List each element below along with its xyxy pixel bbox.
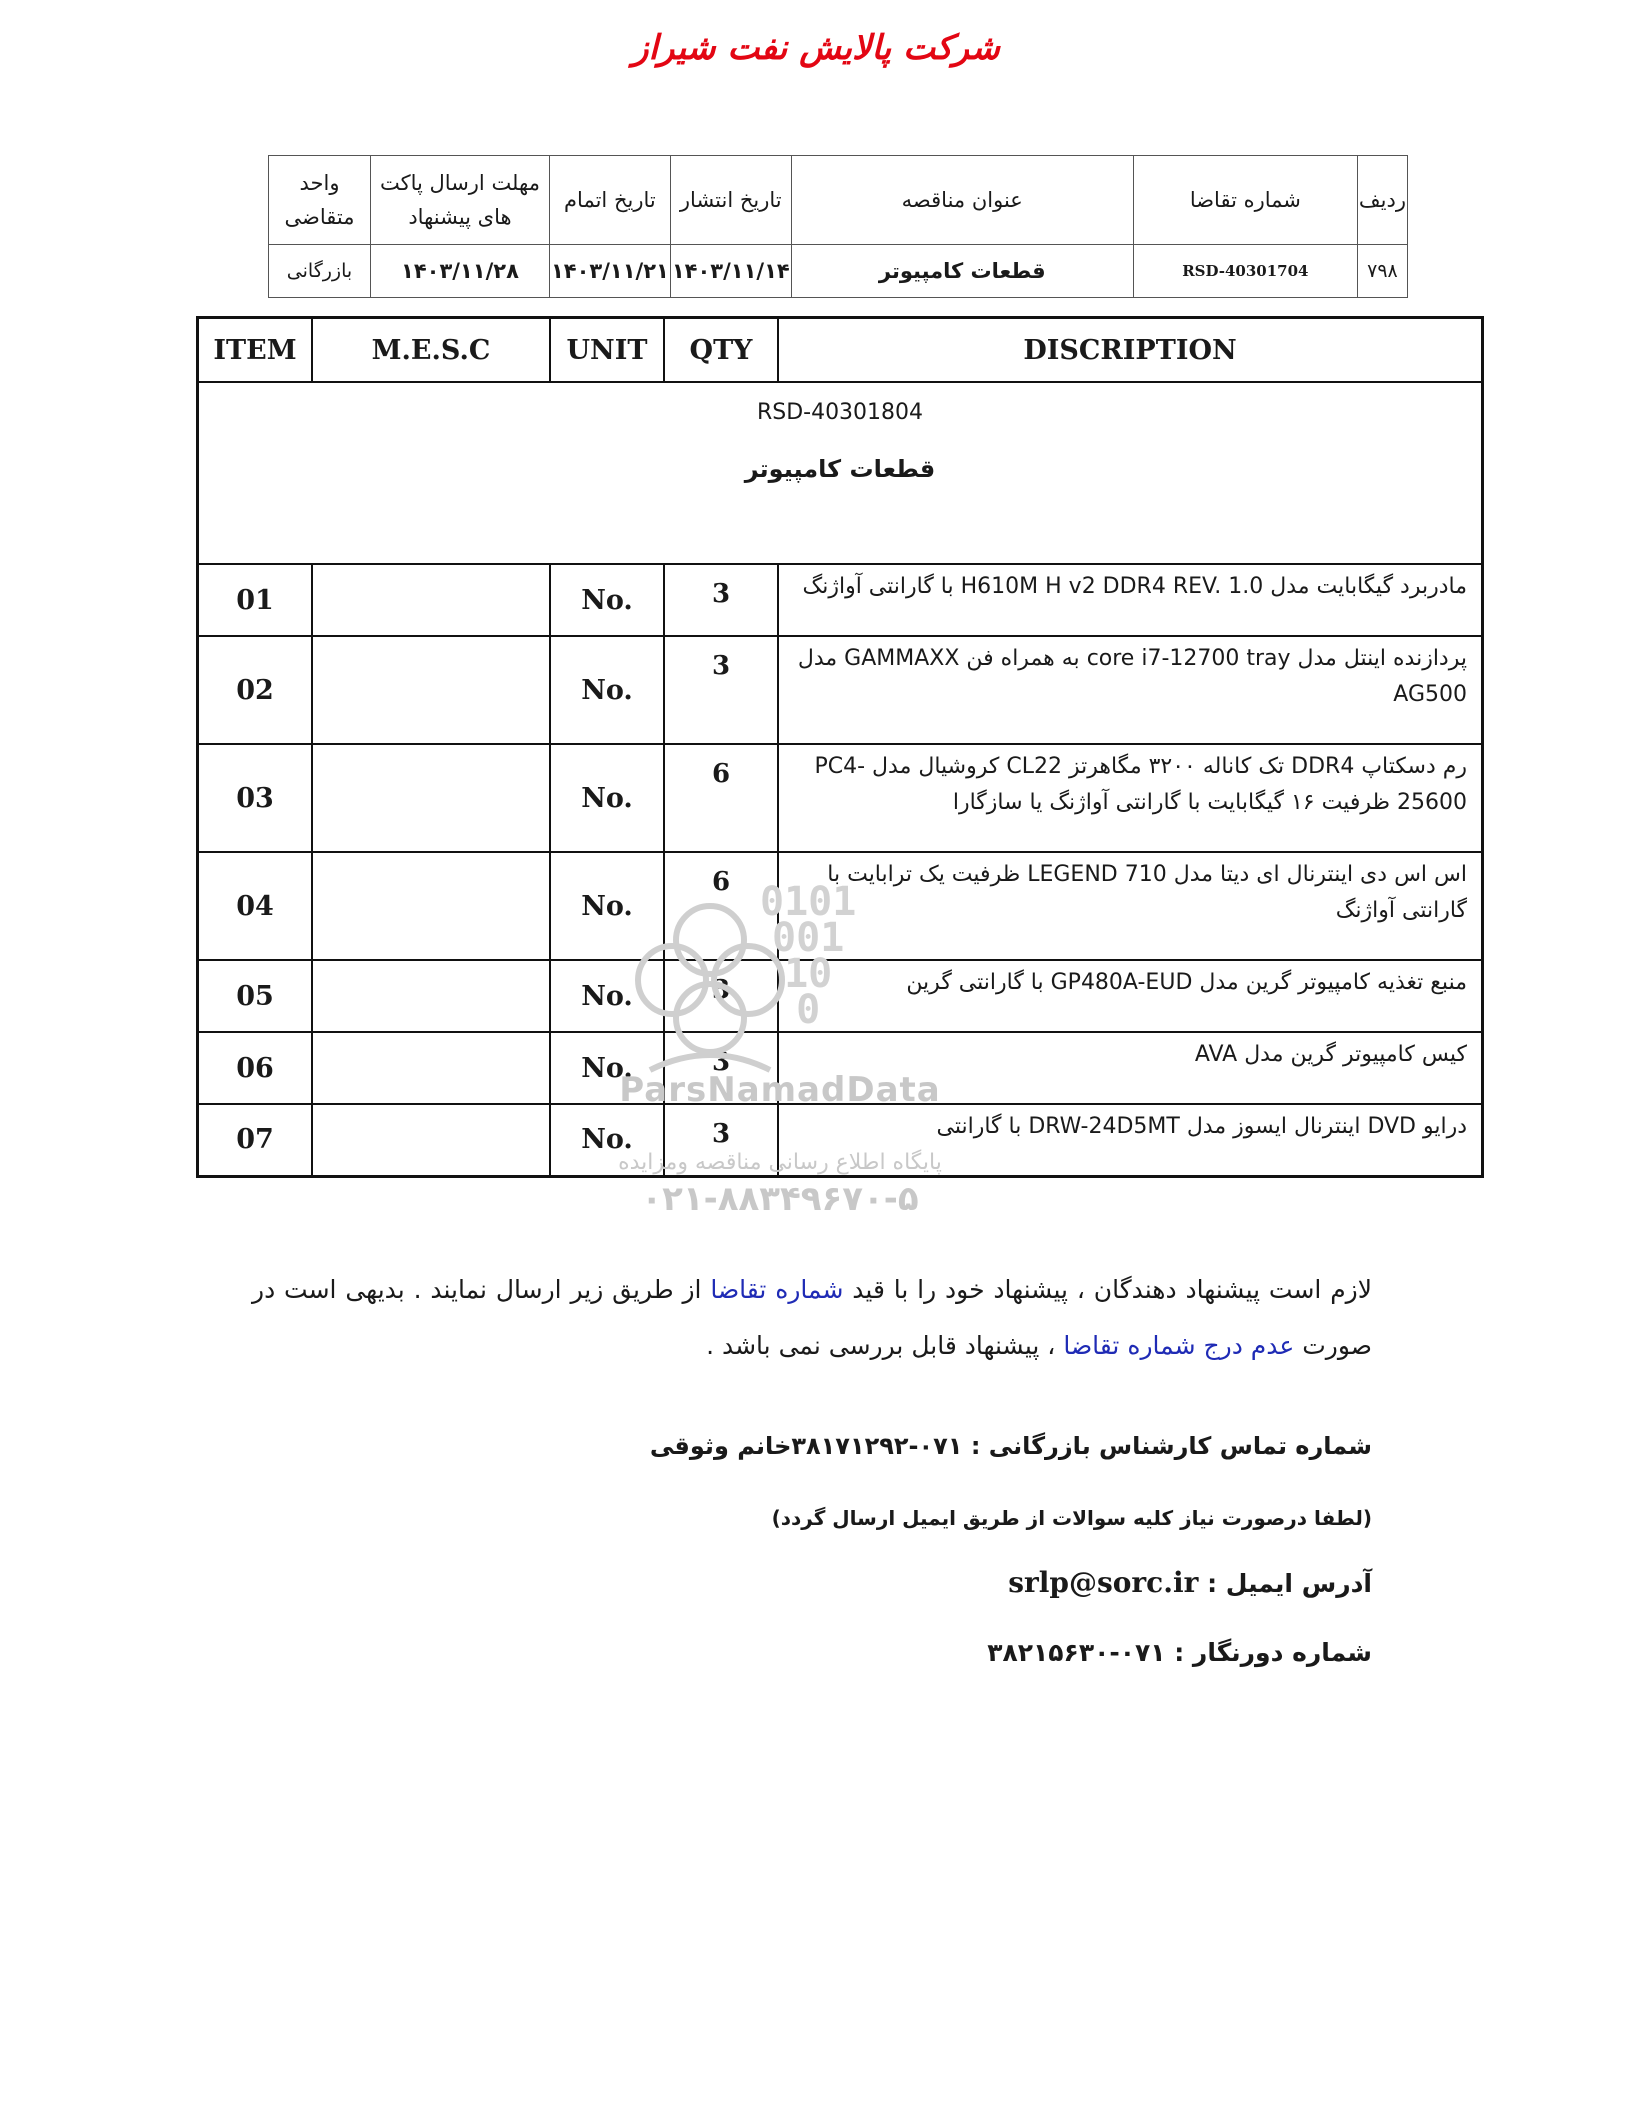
qty-cell: 6 (664, 852, 778, 960)
mesc-cell (312, 960, 550, 1032)
notice-part3: ، پیشنهاد قابل بررسی نمی باشد . (706, 1331, 1064, 1360)
items-header-row (198, 318, 1483, 383)
company-name: شرکت پالایش نفت شیراز (632, 28, 1000, 68)
table-row (198, 852, 1483, 960)
cell-publish-date: ۱۴۰۳/۱۱/۱۴ (670, 245, 791, 298)
mesc-cell (312, 1032, 550, 1104)
watermark-bit-line: 001 (772, 915, 845, 961)
unit-cell: No. (550, 960, 664, 1032)
watermark-bit-line: 0 (796, 987, 821, 1033)
cell-end-date: ۱۴۰۳/۱۱/۲۱ (549, 245, 670, 298)
contact-email (1008, 1566, 1372, 1599)
header-qty: QTY (664, 318, 778, 383)
contact-note: (لطفا درصورت نیاز کلیه سوالات از طریق ایمیل ارسال گردد) (771, 1506, 1372, 1530)
unit-cell: No. (550, 1104, 664, 1176)
contact-fax (987, 1638, 1372, 1667)
unit-cell: No. (550, 744, 664, 852)
col-request-number: شماره تقاضا (1133, 156, 1357, 245)
cell-unit: بازرگانی (269, 245, 371, 298)
item-number: 01 (198, 564, 313, 636)
cell-request-number: RSD-40301704 (1133, 245, 1357, 298)
tender-info-table (268, 155, 1408, 298)
header-item: ITEM (198, 318, 313, 383)
watermark-bit-line: 10 (784, 951, 833, 997)
mesc-cell (312, 564, 550, 636)
unit-cell: No. (550, 636, 664, 744)
notice-paragraph (252, 1262, 1372, 1374)
unit-cell: No. (550, 564, 664, 636)
item-number: 07 (198, 1104, 313, 1176)
contact-email-label: آدرس ایمیل : (1207, 1569, 1372, 1598)
cell-index: ۷۹۸ (1357, 245, 1407, 298)
col-publish-date: تاریخ انتشار (670, 156, 791, 245)
notice-highlight-missing-number: عدم درج شماره تقاضا (1063, 1331, 1295, 1360)
header-unit: UNIT (550, 318, 664, 383)
table-row (198, 1032, 1483, 1104)
item-number: 06 (198, 1032, 313, 1104)
mesc-cell (312, 636, 550, 744)
contact-email-value[interactable]: srlp@sorc.ir (1008, 1566, 1199, 1599)
description-cell: منبع تغذیه کامپیوتر گرین مدل GP480A-EUD با گارانتی گرین (778, 960, 1483, 1032)
watermark-phone: ۰۲۱-۸۸۳۴۹۶۷۰-۵ (641, 1179, 919, 1219)
qty-cell: 3 (664, 636, 778, 744)
description-cell: درایو DVD اینترنال ایسوز مدل DRW-24D5MT با گارانتی (778, 1104, 1483, 1176)
qty-cell: 6 (664, 744, 778, 852)
table-row (198, 744, 1483, 852)
table-row (198, 636, 1483, 744)
table-row (198, 960, 1483, 1032)
qty-cell: 3 (664, 1104, 778, 1176)
cell-title: قطعات کامپیوتر (791, 245, 1133, 298)
item-number: 02 (198, 636, 313, 744)
unit-cell: No. (550, 852, 664, 960)
notice-part1: لازم است پیشنهاد دهندگان ، پیشنهاد خود را با قید (843, 1275, 1373, 1304)
description-cell: کیس کامپیوتر گرین مدل AVA (778, 1032, 1483, 1104)
item-number: 03 (198, 744, 313, 852)
contact-expert-value: ۰۷۱-۳۸۱۷۱۲۹۲خانم وثوقی (649, 1432, 963, 1460)
notice-highlight-request-number: شماره تقاضا (710, 1275, 844, 1304)
description-cell: مادربرد گیگابایت مدل H610M H v2 DDR4 REV. 1.0 با گارانتی آواژنگ (778, 564, 1483, 636)
cell-deadline: ۱۴۰۳/۱۱/۲۸ (371, 245, 550, 298)
col-end-date: تاریخ اتمام (549, 156, 670, 245)
header-mesc: M.E.S.C (312, 318, 550, 383)
watermark-brand: ParsNamadData (619, 1070, 941, 1110)
request-code: RSD-40301804 (756, 400, 924, 425)
contact-expert-label: شماره تماس کارشناس بازرگانی : (970, 1432, 1372, 1460)
request-title: قطعات کامپیوتر (744, 455, 936, 483)
item-number: 04 (198, 852, 313, 960)
description-cell: اس اس دی اینترنال ای دیتا مدل LEGEND 710 ظرفیت یک ترابایت با گارانتی آواژنگ (778, 852, 1483, 960)
contact-fax-value: ۰۷۱-۳۸۲۱۵۶۳۰ (987, 1638, 1166, 1667)
col-unit: واحد متقاضی (269, 156, 371, 245)
col-title: عنوان مناقصه (791, 156, 1133, 245)
description-cell: پردازنده اینتل مدل core i7-12700 tray به همراه فن GAMMAXX مدل AG500 (778, 636, 1483, 744)
col-deadline: مهلت ارسال پاکت های پیشنهاد (371, 156, 550, 245)
watermark-bit-line: 0101 (760, 879, 857, 925)
table-row (198, 1104, 1483, 1176)
mesc-cell (312, 1104, 550, 1176)
table-row (198, 564, 1483, 636)
items-table (196, 316, 1484, 1178)
unit-cell: No. (550, 1032, 664, 1104)
tender-info-row (269, 245, 1408, 298)
mesc-cell (312, 744, 550, 852)
company-logo-title (0, 28, 1632, 68)
request-block (198, 382, 1483, 564)
qty-cell: 3 (664, 564, 778, 636)
notice-part2: از طریق زیر ارسال نمایند . بدیهی است در صورت (252, 1275, 1372, 1360)
watermark-subtitle: پایگاه اطلاع رسانی مناقصه ومزایده (618, 1150, 942, 1175)
mesc-cell (312, 852, 550, 960)
tender-info-header-row (269, 156, 1408, 245)
qty-cell: 3 (664, 1032, 778, 1104)
contact-expert (650, 1432, 1372, 1460)
contact-fax-label: شماره دورنگار : (1174, 1638, 1372, 1667)
description-cell: رم دسکتاپ DDR4 تک کاناله ۳۲۰۰ مگاهرتز CL22 کروشیال مدل PC4-25600 ظرفیت ۱۶ گیگابایت با گارانتی آواژنگ یا سازگارا (778, 744, 1483, 852)
header-description: DISCRIPTION (778, 318, 1483, 383)
qty-cell: 3 (664, 960, 778, 1032)
col-index: ردیف (1357, 156, 1407, 245)
item-number: 05 (198, 960, 313, 1032)
request-block-row (198, 382, 1483, 564)
